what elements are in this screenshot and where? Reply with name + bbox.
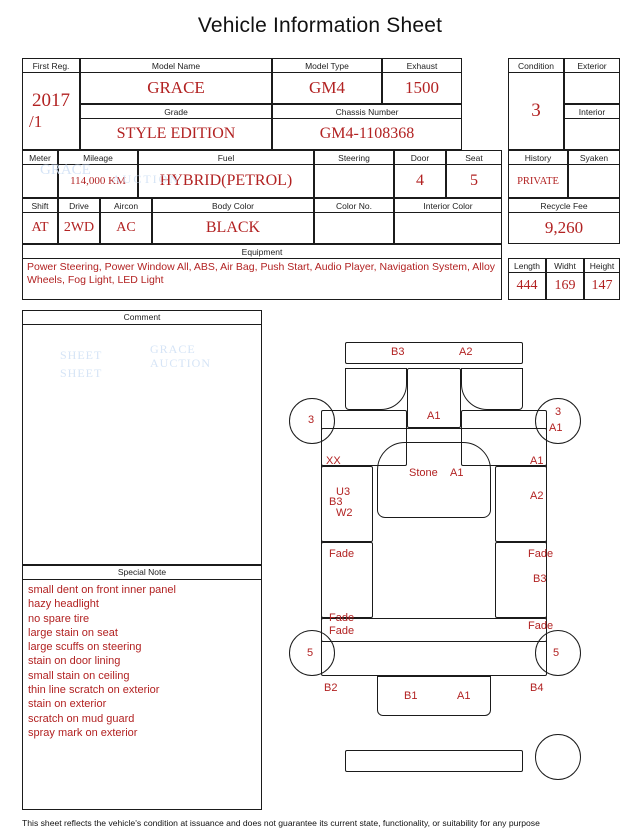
- condition-cell: [508, 58, 564, 150]
- shift-cell: [22, 198, 58, 244]
- comment-label: Comment: [23, 311, 261, 325]
- recycle-fee-label: Recycle Fee: [509, 199, 619, 213]
- mark-right-rear-fade: Fade: [528, 548, 554, 560]
- mark-left-rear-fade3: Fade: [329, 625, 355, 637]
- aircon-value: AC: [116, 220, 136, 235]
- model-name-label: Model Name: [81, 59, 271, 73]
- seat-label: Seat: [447, 151, 501, 165]
- shift-label: Shift: [23, 199, 57, 213]
- front-right-light: [461, 368, 523, 410]
- mark-rear-left-b2: B2: [324, 682, 338, 694]
- interior-cell: [564, 104, 620, 150]
- fuel-value: HYBRID(PETROL): [159, 172, 293, 189]
- syaken-cell: [568, 150, 620, 198]
- exterior-label: Exterior: [565, 59, 619, 73]
- special-note-cell: [22, 565, 262, 810]
- body-color-cell: [152, 198, 314, 244]
- meter-cell: [22, 150, 58, 198]
- interior-value: [565, 119, 619, 149]
- model-type-label: Model Type: [273, 59, 381, 73]
- history-value: PRIVATE: [517, 175, 559, 187]
- mark-left-rear-fade: Fade: [329, 548, 355, 560]
- model-type-cell: [272, 58, 382, 104]
- color-no-cell: [314, 198, 394, 244]
- width-value: 169: [554, 278, 576, 293]
- mileage-cell: [58, 150, 138, 198]
- front-bumper: [345, 342, 523, 364]
- history-label: History: [509, 151, 567, 165]
- interior-color-cell: [394, 198, 502, 244]
- condition-label: Condition: [509, 59, 563, 73]
- history-cell: [508, 150, 568, 198]
- fuel-label: Fuel: [139, 151, 313, 165]
- color-no-label: Color No.: [315, 199, 393, 213]
- watermark-3: SHEET: [60, 348, 103, 362]
- mark-rear-b1: B1: [404, 690, 418, 702]
- aircon-cell: [100, 198, 152, 244]
- equipment-cell: [22, 244, 502, 300]
- mark-top-left-b3: B3: [391, 346, 405, 358]
- steering-label: Steering: [315, 151, 393, 165]
- mark-left-door-u3: U3: [336, 486, 351, 498]
- special-note-line: large scuffs on steering: [28, 641, 142, 654]
- mark-top-right-a2: A2: [459, 346, 473, 358]
- mark-roof-a1: A1: [450, 467, 464, 479]
- special-note-line: no spare tire: [28, 612, 90, 625]
- length-value: 444: [516, 278, 538, 293]
- mark-right-wheel-front-a1: A1: [549, 422, 563, 434]
- height-value: 147: [591, 278, 613, 293]
- mileage-value: 114,000 KM: [70, 175, 126, 187]
- comment-cell: [22, 310, 262, 565]
- exterior-value: [565, 73, 619, 103]
- exhaust-value: 1500: [405, 78, 439, 97]
- mark-rear-a1: A1: [457, 690, 471, 702]
- first-reg-cell: [22, 58, 80, 150]
- model-type-value: GM4: [309, 78, 345, 97]
- drive-value: 2WD: [63, 220, 95, 235]
- spare-wheel: [535, 734, 581, 780]
- steering-cell: [314, 150, 394, 198]
- width-label: Widht: [547, 259, 583, 273]
- mark-roof-stone: Stone: [409, 467, 438, 479]
- equipment-label: Equipment: [23, 245, 501, 259]
- first-reg-month: /1: [29, 112, 43, 131]
- shift-value: AT: [31, 220, 49, 235]
- first-reg-year: 2017: [32, 90, 70, 111]
- mileage-label: Mileage: [59, 151, 137, 165]
- special-note-line: stain on door lining: [28, 655, 121, 668]
- chassis-value: GM4-1108368: [319, 125, 415, 142]
- watermark-4: GRACE: [150, 342, 196, 356]
- first-reg-label: First Reg.: [23, 59, 79, 73]
- vehicle-damage-diagram: [285, 310, 617, 810]
- front-left-light: [345, 368, 407, 410]
- door-label: Door: [395, 151, 445, 165]
- mark-left-door-w2: W2: [336, 507, 353, 519]
- seat-value: 5: [470, 172, 478, 189]
- aircon-label: Aircon: [101, 199, 151, 213]
- door-value: 4: [416, 172, 424, 189]
- syaken-label: Syaken: [569, 151, 619, 165]
- recycle-fee-value: 9,260: [544, 218, 584, 237]
- height-cell: [584, 258, 620, 300]
- comment-text: [23, 325, 261, 331]
- mark-right-door-a2: A2: [530, 490, 544, 502]
- watermark-5: AUCTION: [150, 356, 211, 370]
- special-note-line: thin line scratch on exterior: [28, 684, 160, 697]
- roof: [377, 442, 491, 518]
- mark-left-wheel-rear: 5: [307, 647, 314, 659]
- equipment-text: Power Steering, Power Window All, ABS, Air Bag, Push Start, Audio Player, Navigation System, Alloy Wheels, Fog Light, LED Light: [27, 261, 496, 286]
- drive-label: Drive: [59, 199, 99, 213]
- watermark-1: GRACE: [40, 162, 91, 178]
- meter-label: Meter: [23, 151, 57, 165]
- special-note-label: Special Note: [23, 566, 261, 580]
- exterior-cell: [564, 58, 620, 104]
- exhaust-cell: [382, 58, 462, 104]
- mark-left-fender-xx: XX: [326, 455, 341, 467]
- seat-cell: [446, 150, 502, 198]
- right-front-door: [495, 466, 547, 542]
- mark-right-wheel-front-3: 3: [555, 406, 562, 418]
- rear-bumper-center: [377, 676, 491, 716]
- recycle-fee-cell: [508, 198, 620, 244]
- special-note-line: hazy headlight: [28, 598, 99, 611]
- color-no-value: [315, 213, 393, 243]
- special-note-line: scratch on mud guard: [28, 712, 135, 725]
- grade-value: STYLE EDITION: [116, 125, 236, 142]
- chassis-cell: [272, 104, 462, 150]
- page-title: Vehicle Information Sheet: [197, 14, 443, 37]
- exhaust-label: Exhaust: [383, 59, 461, 73]
- steering-value: [315, 165, 393, 197]
- syaken-value: [569, 165, 619, 197]
- door-cell: [394, 150, 446, 198]
- mark-right-rear-b3: B3: [533, 573, 547, 585]
- model-name-cell: [80, 58, 272, 104]
- special-note-line: small stain on ceiling: [28, 669, 130, 682]
- footer-disclaimer: This sheet reflects the vehicle's condition at issuance and does not guarantee its current state, functionality, or suitability for any purpose: [22, 818, 540, 828]
- width-cell: [546, 258, 584, 300]
- body-color-value: BLACK: [205, 219, 261, 236]
- grade-label: Grade: [81, 105, 271, 119]
- interior-color-value: [395, 213, 501, 243]
- mark-left-rear-fade2: Fade: [329, 612, 355, 624]
- length-cell: [508, 258, 546, 300]
- mark-right-fender-a1: A1: [530, 455, 544, 467]
- interior-label: Interior: [565, 105, 619, 119]
- model-name-value: GRACE: [147, 78, 205, 97]
- mark-hood-a1: A1: [427, 410, 441, 422]
- condition-value: 3: [531, 100, 541, 121]
- watermark-6: SHEET: [60, 366, 103, 380]
- watermark-2: AUCTION: [112, 172, 180, 186]
- special-note-list: [23, 580, 261, 743]
- mark-left-wheel-front: 3: [308, 414, 315, 426]
- mark-right-rear-fade2: Fade: [528, 620, 554, 632]
- fuel-cell: [138, 150, 314, 198]
- special-note-line: small dent on front inner panel: [28, 584, 176, 596]
- mark-right-wheel-rear: 5: [553, 647, 560, 659]
- special-note-line: large stain on seat: [28, 626, 118, 639]
- height-label: Height: [585, 259, 619, 273]
- rear-bumper: [345, 750, 523, 772]
- trunk: [321, 618, 547, 676]
- chassis-label: Chassis Number: [273, 105, 461, 119]
- length-label: Length: [509, 259, 545, 273]
- grade-cell: [80, 104, 272, 150]
- interior-color-label: Interior Color: [395, 199, 501, 213]
- mark-rear-right-b4: B4: [530, 682, 544, 694]
- special-note-line: spray mark on exterior: [28, 726, 138, 739]
- mark-left-door-b3: B3: [329, 496, 343, 508]
- special-note-line: stain on exterior: [28, 698, 107, 711]
- drive-cell: [58, 198, 100, 244]
- body-color-label: Body Color: [153, 199, 313, 213]
